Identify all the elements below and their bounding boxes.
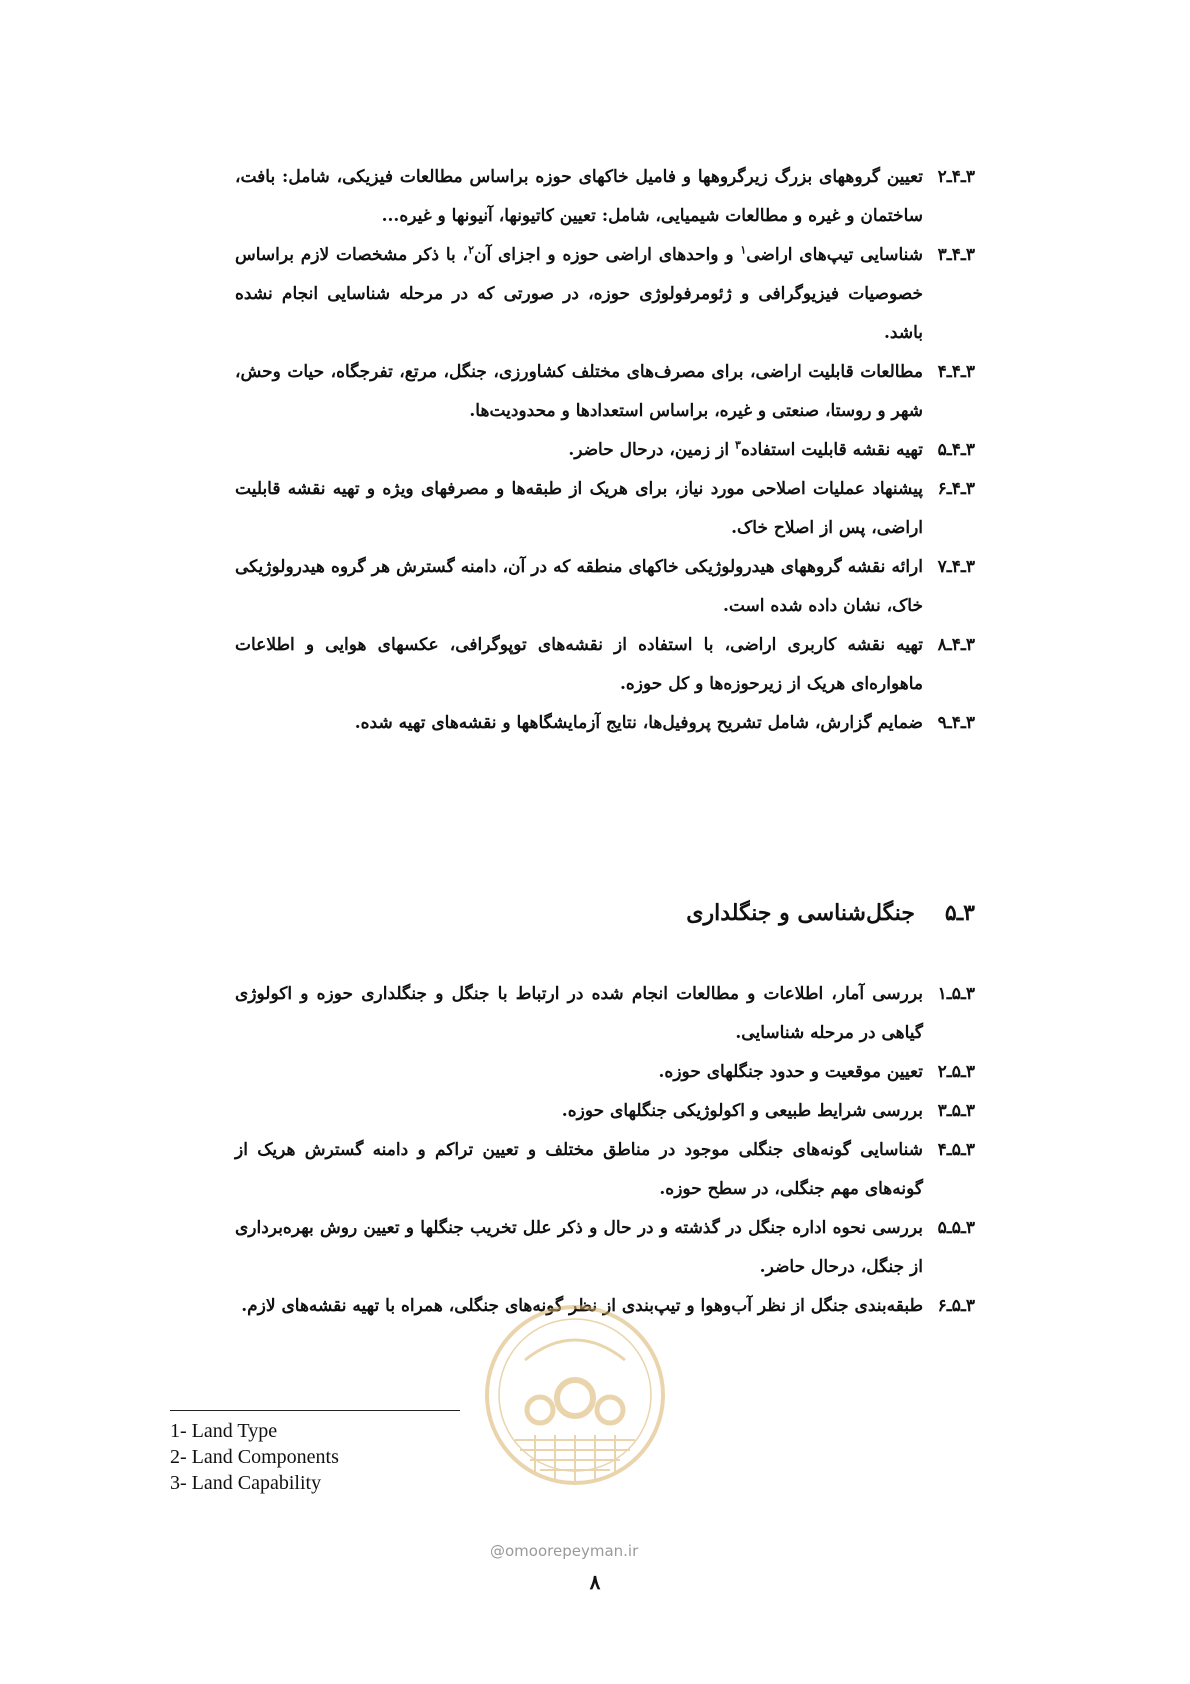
- list-item: [235, 1209, 975, 1287]
- item-number: ۳ـ۴ـ۶: [937, 479, 975, 499]
- footnote: 2- Land Components: [170, 1446, 339, 1468]
- item-text: پیشنهاد عملیات اصلاحی مورد نیاز، برای هریک از طبقه‌ها و مصرفهای ویژه و تهیه نقشه قابلیت اراضی، پس از اصلاح خاک.: [235, 479, 923, 538]
- footnote-ref: ۳: [735, 438, 741, 452]
- item-text: مطالعات قابلیت اراضی، برای مصرف‌های مختلف کشاورزی، جنگل، مرتع، تفرجگاه، حیات وحش، شهر و روستا، صنعتی و غیره، براساس استعدادها و محدودیت‌ها.: [235, 362, 923, 421]
- list-item: [235, 1131, 975, 1209]
- item-number: ۳ـ۴ـ۴: [937, 362, 975, 382]
- item-text: بررسی شرایط طبیعی و اکولوژیکی جنگلهای حوزه.: [561, 1101, 923, 1121]
- list-item: [235, 158, 975, 236]
- footnotes: [170, 1418, 339, 1496]
- item-text: تهیه نقشه قابلیت استفاده$^۳$ از زمین، درحال حاضر.: [568, 438, 923, 460]
- item-number: ۳ـ۵ـ۵: [937, 1218, 975, 1238]
- item-number: ۳ـ۵ـ۶: [937, 1296, 975, 1316]
- list-item: [235, 470, 975, 548]
- section-number: ۳ـ۵: [944, 900, 975, 926]
- list-item: [235, 1053, 975, 1092]
- item-text: بررسی نحوه اداره جنگل در گذشته و در حال و ذکر علل تخریب جنگلها و تعیین روش بهره‌برداری از جنگل، درحال حاضر.: [235, 1218, 923, 1277]
- footnote-ref: ۱: [740, 243, 747, 257]
- item-text: ضمایم گزارش، شامل تشریح پروفیل‌ها، نتایج آزمایشگاهها و نقشه‌های تهیه شده.: [354, 713, 923, 733]
- section-title: جنگل‌شناسی و جنگلداری: [686, 900, 915, 926]
- item-number: ۳ـ۴ـ۲: [937, 167, 975, 187]
- section-heading: [235, 900, 975, 926]
- item-number: ۳ـ۵ـ۲: [937, 1062, 975, 1082]
- item-number: ۳ـ۴ـ۸: [937, 635, 975, 655]
- item-number: ۳ـ۵ـ۴: [937, 1140, 975, 1160]
- item-text: طبقه‌بندی جنگل از نظر آب‌وهوا و تیپ‌بندی از نظر گونه‌های جنگلی، همراه با تهیه نقشه‌های لازم.: [241, 1296, 923, 1316]
- list-item: [235, 975, 975, 1053]
- section-3-4-list: [235, 158, 975, 743]
- footnote-rule: [170, 1410, 460, 1411]
- list-item: [235, 353, 975, 431]
- footnote: 1- Land Type: [170, 1420, 278, 1442]
- page-number: ۸: [589, 1570, 601, 1594]
- item-number: ۳ـ۴ـ۳: [937, 245, 975, 265]
- item-number: ۳ـ۵ـ۳: [937, 1101, 975, 1121]
- list-item: [235, 236, 975, 353]
- section-3-5-heading: [235, 900, 975, 926]
- item-number: ۳ـ۵ـ۱: [937, 984, 975, 1004]
- item-text: تهیه نقشه کاربری اراضی، با استفاده از نقشه‌های توپوگرافی، عکسهای هوایی و اطلاعات ماهواره‌ای هریک از زیرحوزه‌ها و کل حوزه.: [235, 635, 923, 694]
- footnote: 3- Land Capability: [170, 1472, 322, 1494]
- item-number: ۳ـ۴ـ۵: [937, 440, 975, 460]
- list-item: [235, 548, 975, 626]
- watermark-site: @omoorepeyman.ir: [490, 1542, 639, 1560]
- list-item: [235, 626, 975, 704]
- item-number: ۳ـ۴ـ۹: [937, 713, 975, 733]
- item-text: تعیین گروههای بزرگ زیرگروهها و فامیل خاکهای حوزه براساس مطالعات فیزیکی، شامل: بافت، ساختمان و غیره و مطالعات شیمیایی، شامل: تعیین کاتیونها، آنیونها و غیره...: [235, 167, 923, 226]
- list-item: [235, 1092, 975, 1131]
- list-item: [235, 431, 975, 470]
- watermark-logo: [480, 1300, 670, 1500]
- item-text: شناسایی گونه‌های جنگلی موجود در مناطق مختلف و تعیین تراکم و دامنه گسترش هریک از گونه‌های مهم جنگلی، در سطح حوزه.: [235, 1140, 923, 1199]
- item-number: ۳ـ۴ـ۷: [937, 557, 975, 577]
- item-text: ارائه نقشه گروههای هیدرولوژیکی خاکهای منطقه که در آن، دامنه گسترش هر گروه هیدرولوژیکی خاک، نشان داده شده است.: [235, 557, 923, 616]
- list-item: [235, 704, 975, 743]
- item-text: بررسی آمار، اطلاعات و مطالعات انجام شده در ارتباط با جنگل و جنگلداری حوزه و اکولوژی گیاهی در مرحله شناسایی.: [235, 984, 923, 1043]
- footnote-ref: ۲: [468, 243, 474, 257]
- item-text: شناسایی تیپ‌های اراضی$^۱$ و واحدهای اراضی حوزه و اجزای آن$^۲$، با ذکر مشخصات لازم براساس خصوصیات فیزیوگرافی و ژئومرفولوژی حوزه، در صورتی که در مرحله شناسایی انجام نشده باشد.: [235, 243, 923, 343]
- section-3-5-list: [235, 975, 975, 1326]
- item-text: تعیین موقعیت و حدود جنگلهای حوزه.: [658, 1062, 923, 1082]
